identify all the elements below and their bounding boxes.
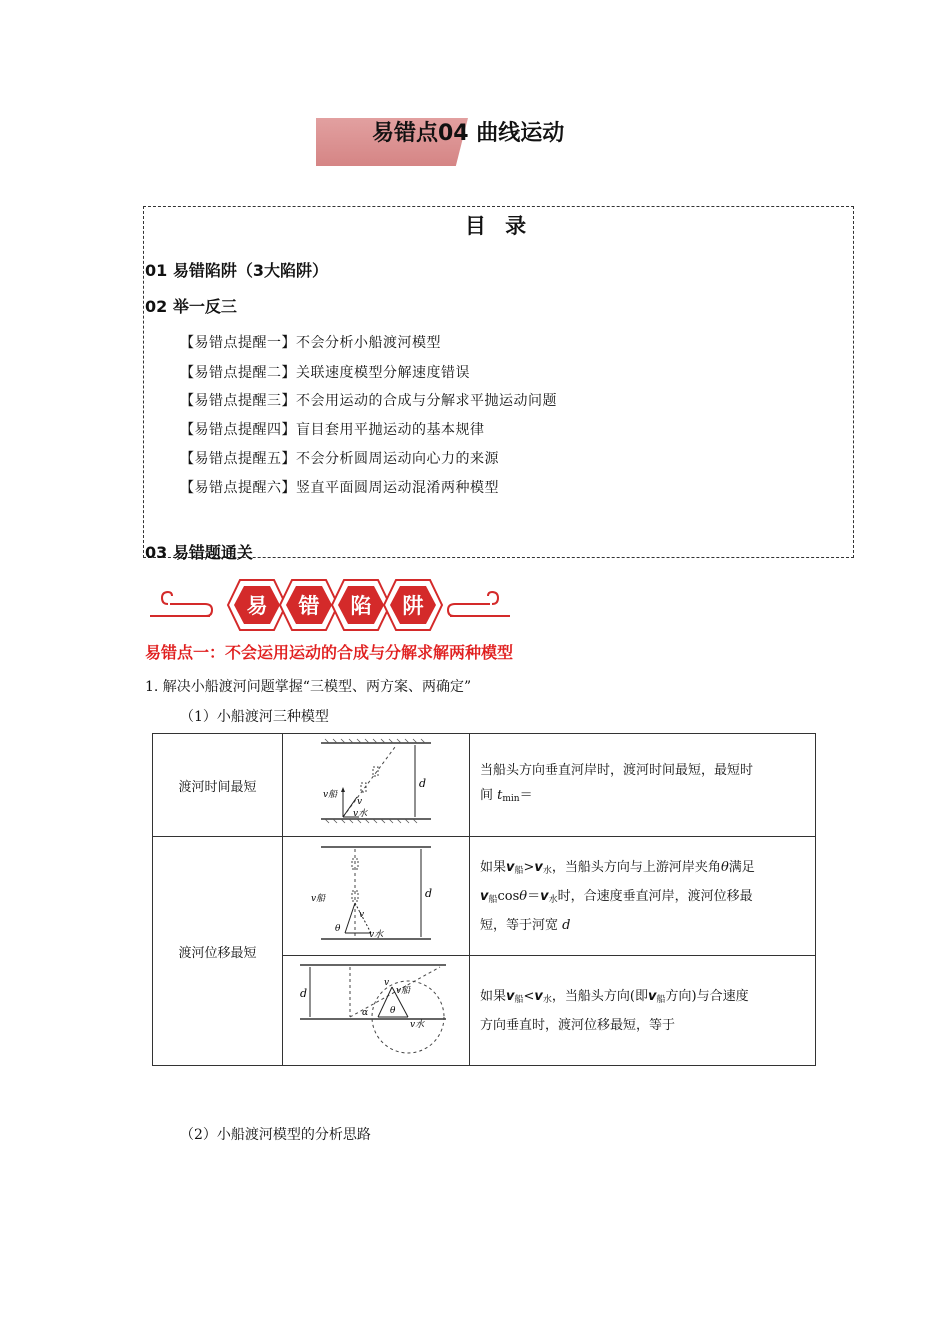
label-d: d (300, 986, 308, 1000)
banner-char: 陷 (350, 594, 372, 618)
diagram-min-displacement-a (311, 841, 441, 947)
paragraph-2: （2）小船渡河模型的分析思路 (180, 1127, 371, 1143)
row-label: 渡河位移最短 (153, 837, 283, 1066)
toc-item[interactable]: 【易错点提醒六】竖直平面圆周运动混淆两种模型 (180, 480, 499, 496)
toc-item[interactable]: 【易错点提醒四】盲目套用平抛运动的基本规律 (180, 422, 485, 438)
label-v: v (359, 910, 365, 920)
diagram-cell (283, 956, 470, 1066)
table-row (153, 837, 816, 956)
banner-char: 易 (246, 594, 268, 618)
toc-section-03: 03 易错题通关 (145, 543, 253, 562)
label-theta: θ (390, 1005, 396, 1016)
toc-item[interactable]: 【易错点提醒二】关联速度模型分解速度错误 (180, 365, 470, 381)
diagram-cell (283, 837, 470, 956)
label-v-water: v水 (353, 809, 368, 819)
toc-section-02: 02 举一反三 (145, 297, 237, 316)
trap-banner (150, 574, 510, 636)
models-table (152, 733, 816, 1066)
row-description: 当船头方向垂直河岸时，渡河时间最短，最短时 间 $t_{min}=$ (470, 734, 816, 837)
toc-item[interactable]: 【易错点提醒三】不会用运动的合成与分解求平抛运动问题 (180, 393, 557, 409)
row-description: 如果$v_船>v_水$，当船头方向与上游河岸夹角θ满足 $v_船\cos\theta=v_水$时，合速度垂直河岸，渡河位移最 短，等于河宽 d (470, 837, 816, 956)
toc-heading: 目 录 (464, 214, 533, 238)
label-v-water: v水 (410, 1019, 425, 1030)
label-theta: θ (335, 924, 341, 934)
label-d: d (419, 777, 427, 790)
paragraph-1: 1. 解决小船渡河问题掌握“三模型、两方案、两确定” (145, 679, 472, 695)
banner-char: 阱 (402, 594, 424, 618)
trap1-title: 易错点一：不会运用运动的合成与分解求解两种模型 (145, 643, 514, 662)
row-description: 如果$v_船<v_水$，当船头方向(即$v_船$方向)与合速度 方向垂直时，渡河位移最短，等于 (470, 956, 816, 1066)
table-row (153, 734, 816, 837)
label-v-water: v水 (369, 930, 384, 940)
label-v-boat: v船 (396, 985, 411, 996)
label-v-boat: v船 (323, 790, 338, 800)
label-alpha: α (362, 1007, 369, 1018)
banner-char: 错 (298, 594, 320, 618)
diagram-cell (283, 734, 470, 837)
page-title: 易错点04 曲线运动 (372, 121, 565, 146)
diagram-min-displacement-b (296, 959, 456, 1059)
paragraph-1-sub: （1）小船渡河三种模型 (180, 709, 329, 725)
toc-item[interactable]: 【易错点提醒五】不会分析圆周运动向心力的来源 (180, 451, 499, 467)
label-v: v (357, 797, 363, 807)
label-v-boat: v船 (311, 894, 326, 904)
label-d: d (425, 887, 433, 900)
row-label: 渡河时间最短 (153, 734, 283, 837)
diagram-min-time (311, 737, 441, 829)
toc-section-01: 01 易错陷阱（3大陷阱） (145, 261, 328, 280)
label-v: v (384, 977, 390, 988)
toc-item[interactable]: 【易错点提醒一】不会分析小船渡河模型 (180, 335, 441, 351)
